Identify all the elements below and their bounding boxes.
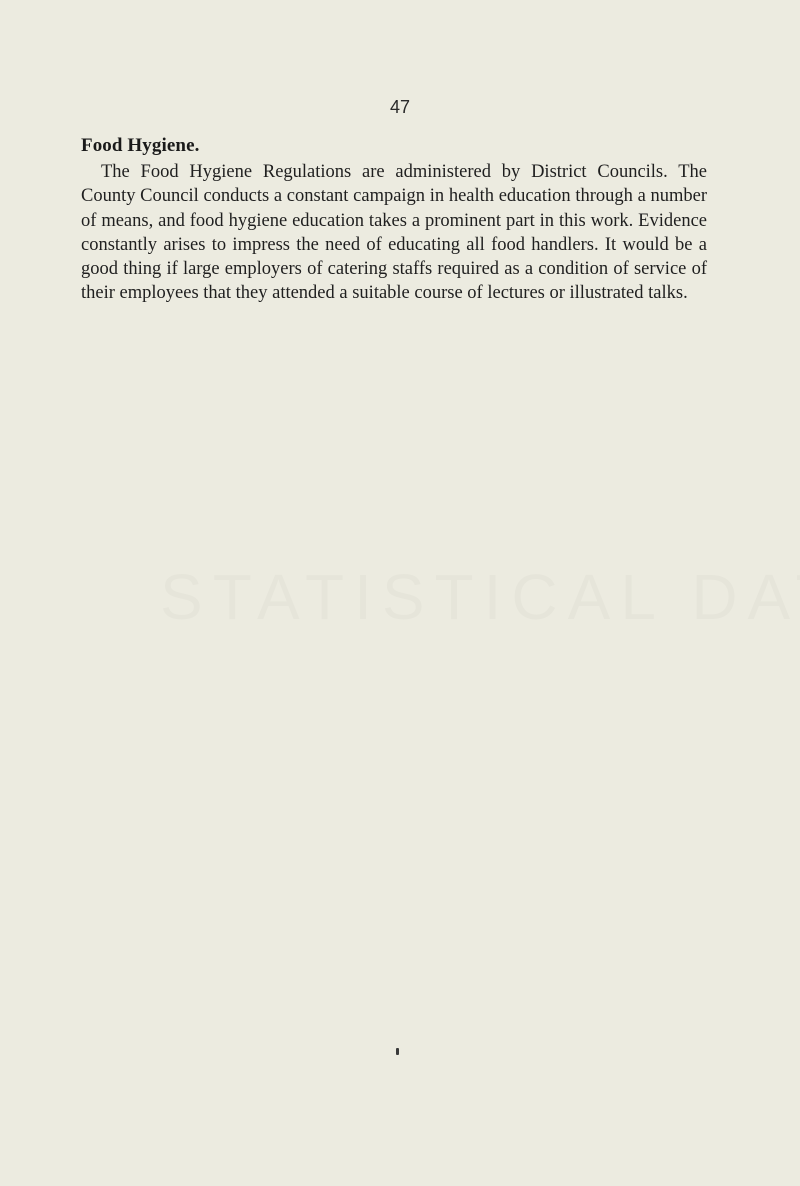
faint-watermark [160, 560, 800, 634]
body-paragraph: The Food Hygiene Regulations are administered by District Councils. The County Council conducts a constant campaign in health education through a number of means, and food hygiene education takes a prominent part in this work. Evidence constantly arises to impress the need of educating all food handlers. It would be a good thing if large employers of catering staffs required as a condition of service of their employees that they attended a suitable course of lectures or illustrated talks. [81, 162, 707, 304]
page-number: 47 [389, 97, 411, 117]
section-heading: Food Hygiene. [81, 135, 200, 156]
print-speck [396, 1048, 399, 1055]
